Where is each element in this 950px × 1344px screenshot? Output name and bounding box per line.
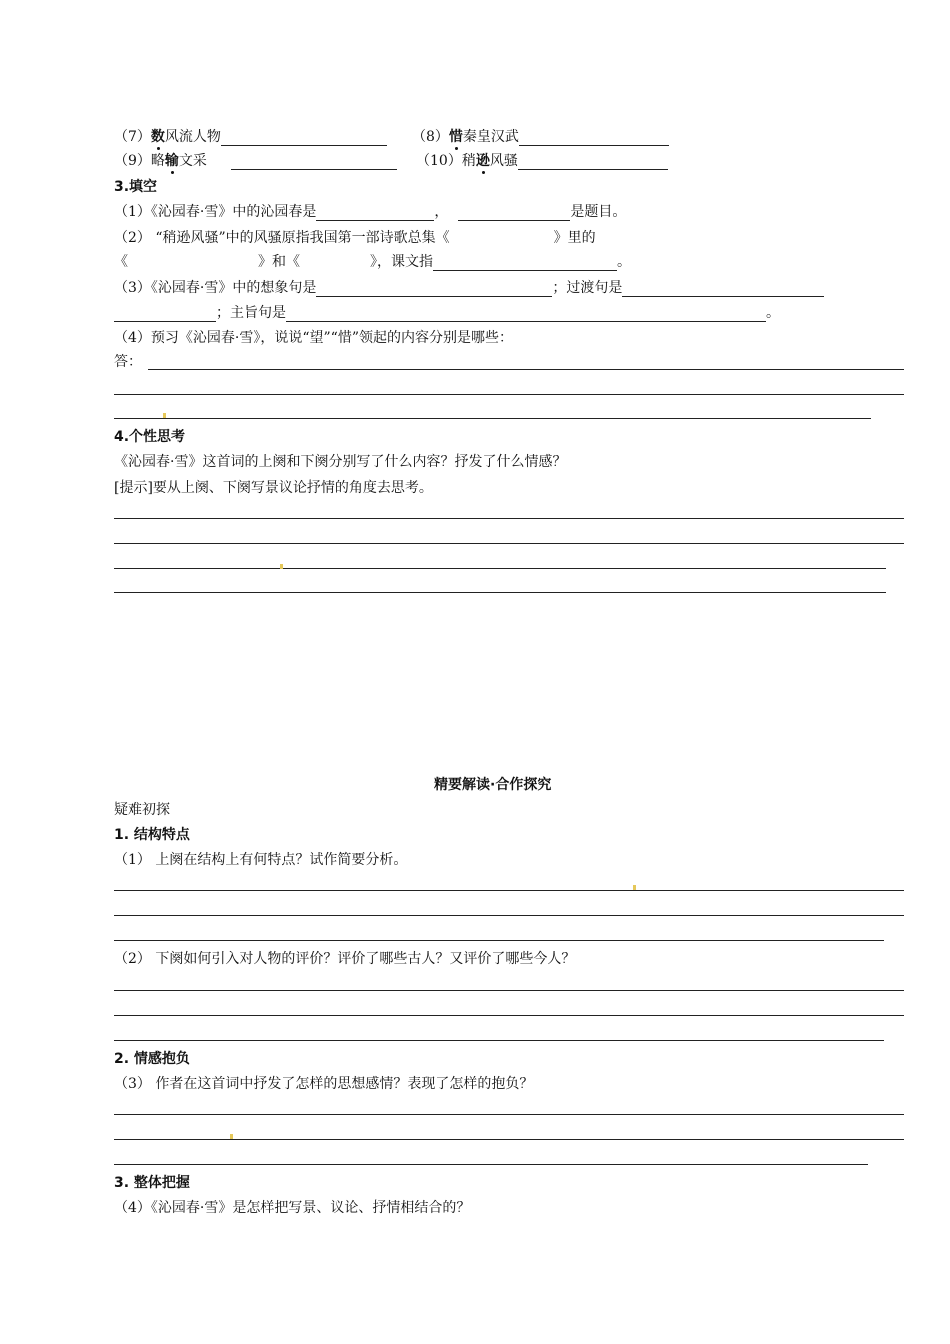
answer-blank[interactable]	[433, 256, 617, 271]
section-title: 精要解读·合作探究	[434, 777, 552, 793]
answer-line[interactable]	[114, 394, 904, 395]
section-heading-think: 4.个性思考	[114, 429, 186, 445]
subtitle: 疑难初探	[114, 802, 170, 818]
fill-q3-line2: ；主旨句是 。	[114, 304, 780, 322]
scan-mark	[280, 564, 283, 569]
scan-mark	[633, 885, 636, 890]
fill-q2-line1: （2） “稍逊风骚”中的风骚原指我国第一部诗歌总集《 》里的	[114, 230, 596, 246]
question-2: （2） 下阕如何引入对人物的评价？评价了哪些古人？又评价了哪些今人？	[114, 951, 576, 967]
answer-line[interactable]	[114, 1114, 904, 1115]
section-heading-emotion: 2. 情感抱负	[114, 1051, 190, 1067]
answer-blank[interactable]	[221, 131, 387, 146]
answer-line[interactable]	[114, 418, 871, 419]
section-heading-structure: 1. 结构特点	[114, 827, 190, 843]
fill-q1: （1）《沁园春·雪》中的沁园春是 ， 是题目。	[114, 204, 627, 220]
answer-line[interactable]	[148, 369, 904, 370]
answer-line[interactable]	[114, 1139, 904, 1140]
answer-line[interactable]	[114, 543, 904, 544]
vocab-q8: （8）惜秦皇汉武	[412, 128, 669, 146]
answer-line[interactable]	[114, 940, 884, 941]
answer-blank[interactable]	[316, 282, 552, 297]
scan-mark	[230, 1134, 233, 1139]
question-3: （3） 作者在这首词中抒发了怎样的思想感情？表现了怎样的抱负？	[114, 1076, 534, 1092]
think-hint: [提示]要从上阕、下阕写景议论抒情的角度去思考。	[114, 480, 433, 496]
answer-line[interactable]	[114, 990, 904, 991]
answer-line[interactable]	[114, 1164, 868, 1165]
fill-q3-line1: （3）《沁园春·雪》中的想象句是 ；过渡句是	[114, 279, 824, 297]
answer-line[interactable]	[114, 915, 904, 916]
answer-line[interactable]	[114, 592, 886, 593]
fill-q2-line2: 《 》和《 》，课文指 。	[114, 254, 631, 270]
answer-line[interactable]	[114, 518, 904, 519]
answer-blank[interactable]	[458, 206, 570, 221]
answer-line[interactable]	[114, 1015, 904, 1016]
scan-mark	[163, 413, 166, 418]
section-heading-overall: 3. 整体把握	[114, 1175, 190, 1191]
answer-blank[interactable]	[231, 155, 397, 170]
think-question: 《沁园春·雪》这首词的上阕和下阕分别写了什么内容？抒发了什么情感？	[114, 454, 567, 470]
answer-blank[interactable]	[316, 206, 434, 221]
section-heading-fill: 3.填空	[114, 179, 158, 195]
answer-label: 答：	[114, 354, 142, 370]
answer-line[interactable]	[114, 890, 904, 891]
answer-blank[interactable]	[114, 307, 216, 322]
answer-blank[interactable]	[622, 282, 824, 297]
vocab-q7: （7）数风流人物	[114, 128, 387, 146]
vocab-q10: （10）稍逊风骚	[416, 152, 668, 170]
fill-q4: （4）预习《沁园春·雪》，说说“望”“惜”领起的内容分别是哪些：	[114, 330, 513, 346]
answer-line[interactable]	[114, 568, 886, 569]
answer-blank[interactable]	[286, 307, 766, 322]
question-4: （4）《沁园春·雪》是怎样把写景、议论、抒情相结合的？	[114, 1200, 471, 1216]
answer-blank[interactable]	[519, 131, 669, 146]
answer-blank[interactable]	[518, 155, 668, 170]
answer-line[interactable]	[114, 1040, 884, 1041]
question-1: （1） 上阕在结构上有何特点？试作简要分析。	[114, 852, 408, 868]
vocab-q9: （9）略输文采	[114, 152, 397, 170]
